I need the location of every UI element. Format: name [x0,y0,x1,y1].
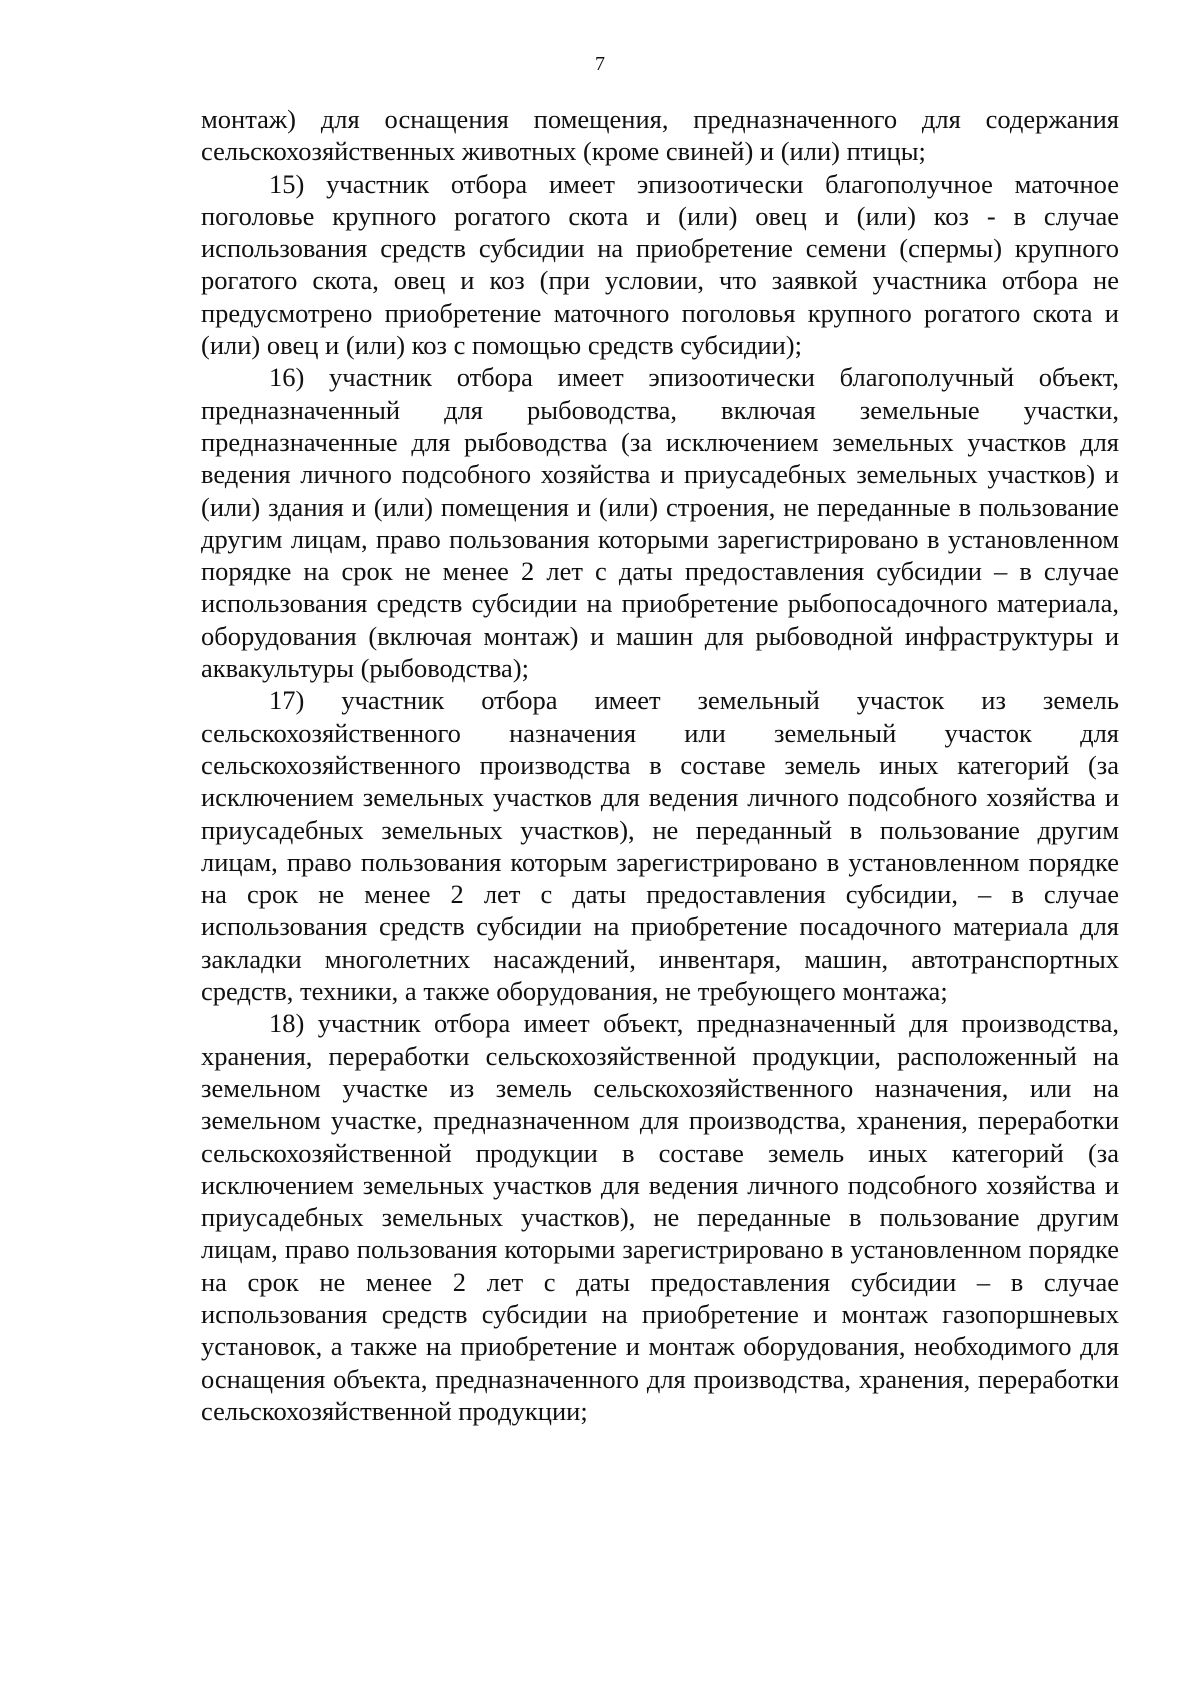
paragraph-item-17: 17) участник отбора имеет земельный участок из земель сельскохозяйственного назначения или земельный участок для сельскохозяйственного производства в составе земель иных категорий (за исключением земельных участков для ведения личного подсобного хозяйства и приусадебных земельных участков), не переданный в пользование другим лицам, право пользования которым зарегистрировано в установленном порядке на срок не менее 2 лет с даты предоставления субсидии, – в случае использования средств субсидии на приобретение посадочного материала для закладки многолетних насаждений, инвентаря, машин, автотранспортных средств, техники, а также оборудования, не требующего монтажа; [201,685,1119,1007]
paragraph-item-18: 18) участник отбора имеет объект, предназначенный для производства, хранения, переработки сельскохозяйственной продукции, расположенный на земельном участке из земель сельскохозяйственного назначения, или на земельном участке, предназначенном для производства, хранения, переработки сельскохозяйственной продукции в составе земель иных категорий (за исключением земельных участков для ведения личного подсобного хозяйства и приусадебных земельных участков), не переданные в пользование другим лицам, право пользования которыми зарегистрировано в установленном порядке на срок не менее 2 лет с даты предоставления субсидии – в случае использования средств субсидии на приобретение и монтаж газопоршневых установок, а также на приобретение и монтаж оборудования, необходимого для оснащения объекта, предназначенного для производства, хранения, переработки сельскохозяйственной продукции; [201,1008,1119,1426]
document-body [201,103,1119,1427]
paragraph-item-15: 15) участник отбора имеет эпизоотически благополучное маточное поголовье крупного рогатого скота и (или) овец и (или) коз - в случае использования средств субсидии на приобретение семени (спермы) крупного рогатого скота, овец и коз (при условии, что заявкой участника отбора не предусмотрено приобретение маточного поголовья крупного рогатого скота и (или) овец и (или) коз с помощью средств субсидии); [201,168,1119,361]
page-number: 7 [595,53,605,75]
paragraph-continuation: монтаж) для оснащения помещения, предназначенного для содержания сельскохозяйственных животных (кроме свиней) и (или) птицы; [201,104,1119,167]
paragraph-item-16: 16) участник отбора имеет эпизоотически благополучный объект, предназначенный для рыбоводства, включая земельные участки, предназначенные для рыбоводства (за исключением земельных участков для ведения личного подсобного хозяйства и приусадебных земельных участков) и (или) здания и (или) помещения и (или) строения, не переданные в пользование другим лицам, право пользования которыми зарегистрировано в установленном порядке на срок не менее 2 лет с даты предоставления субсидии – в случае использования средств субсидии на приобретение рыбопосадочного материала, оборудования (включая монтаж) и машин для рыбоводной инфраструктуры и аквакультуры (рыбоводства); [201,362,1119,684]
